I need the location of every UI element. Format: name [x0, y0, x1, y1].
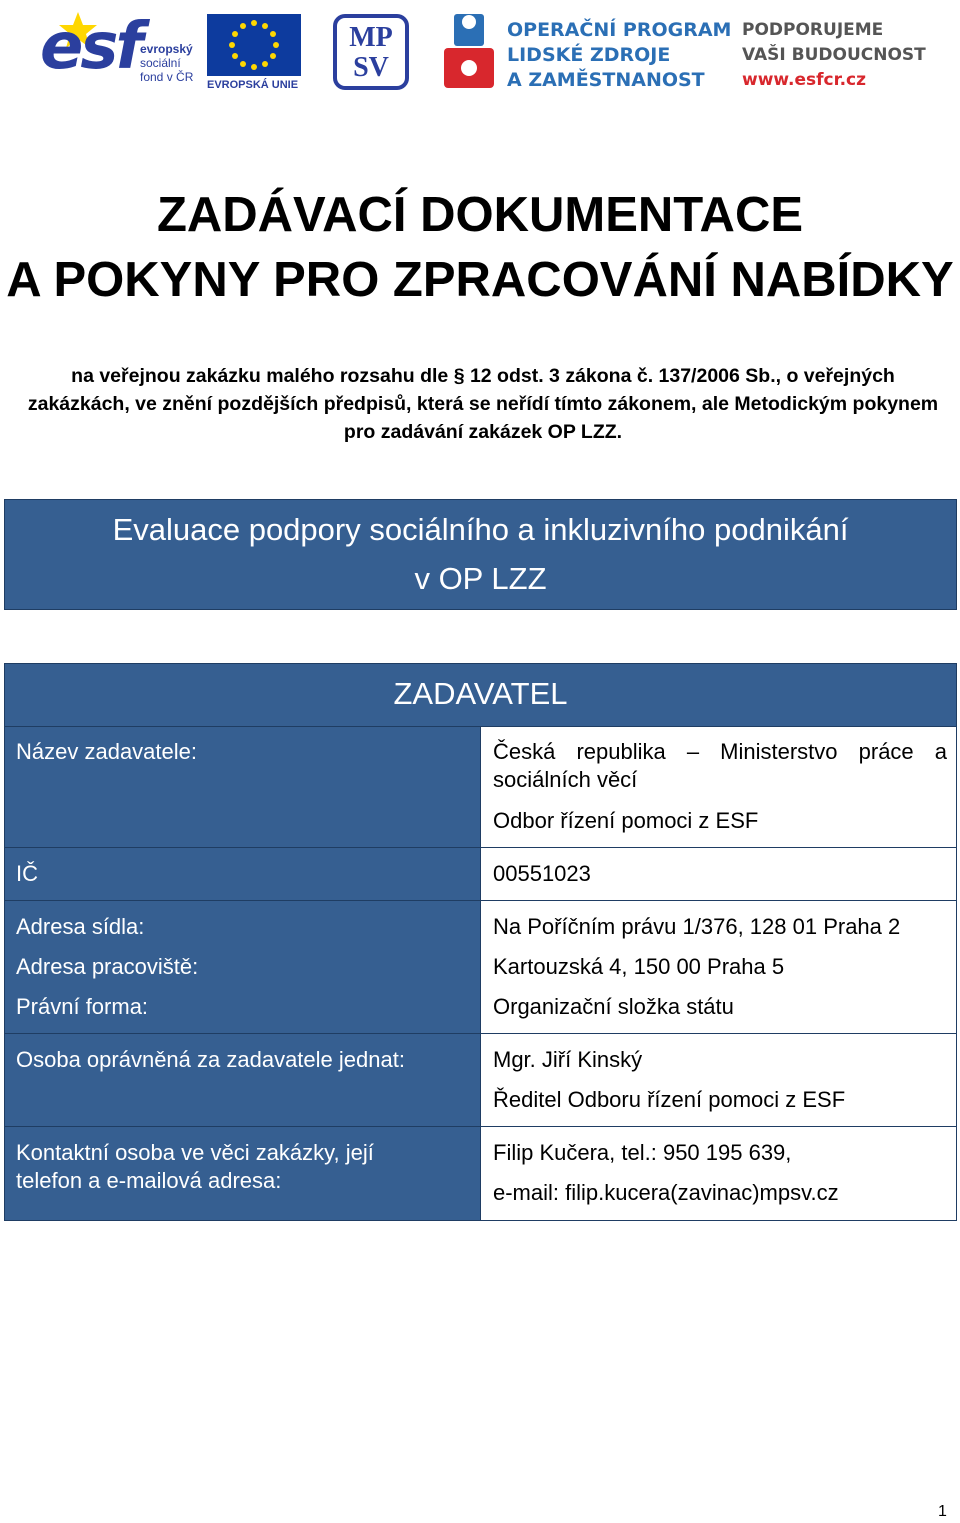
document-subtitle: na veřejnou zakázku malého rozsahu dle § 12 odst. 3 zákona č. 137/2006 Sb., o veřejných zakázkách, ve znění pozdějších předpisů, která se neřídí tímto zákonem, ale Metodickým pokynem pro zadávání zakázek OP LZZ.: [27, 365, 939, 443]
table-header-label: ZADAVATEL: [393, 676, 568, 711]
row-divider: [5, 1126, 956, 1127]
row-divider: [5, 847, 956, 848]
name-label: Název zadavatele:: [16, 739, 197, 764]
op-lzz-logo-text: OPERAČNÍ PROGRAM LIDSKÉ ZDROJE A ZAMĚSTNANOST: [507, 19, 732, 91]
workplace-label: Adresa pracoviště:: [16, 954, 199, 979]
name-department: Odbor řízení pomoci z ESF: [493, 808, 759, 833]
authorized-person-role: Ředitel Odboru řízení pomoci z ESF: [493, 1087, 846, 1112]
mpsv-logo: MP SV: [333, 14, 409, 90]
support-logo-text: PODPORUJEME VAŠI BUDOUCNOST www.esfcr.cz: [742, 18, 926, 93]
support-url: www.esfcr.cz: [742, 70, 866, 90]
ic-label: IČ: [16, 861, 38, 886]
authorized-person-name: Mgr. Jiří Kinský: [493, 1047, 643, 1072]
document-title-line-2: A POKYNY PRO ZPRACOVÁNÍ NABÍDKY: [6, 253, 954, 307]
column-divider: [480, 726, 481, 1220]
legal-form-value: Organizační složka státu: [493, 994, 734, 1019]
contact-label-line-2: telefon a e-mailová adresa:: [16, 1168, 282, 1193]
contact-label-line-1: Kontaktní osoba ve věci zakázky, její: [16, 1140, 374, 1165]
project-banner: [4, 499, 957, 610]
eu-flag-icon: [207, 14, 301, 76]
row-divider: [5, 1033, 956, 1034]
esf-mark: esf: [40, 10, 141, 84]
workplace-value: Kartouzská 4, 150 00 Praha 5: [493, 954, 785, 979]
legal-form-label: Právní forma:: [16, 994, 149, 1019]
address-label: Adresa sídla:: [16, 914, 145, 939]
esf-caption: evropský sociální fond v ČR: [140, 42, 194, 84]
authorized-person-label: Osoba oprávněná za zadavatele jednat:: [16, 1047, 405, 1072]
puzzle-figure-icon: [440, 12, 498, 92]
eu-label: EVROPSKÁ UNIE: [207, 79, 299, 91]
project-title-line-2: v OP LZZ: [414, 561, 547, 596]
page-number: 1: [938, 1503, 947, 1520]
logo-bar: [0, 0, 960, 110]
document-title-line-1: ZADÁVACÍ DOKUMENTACE: [156, 188, 804, 242]
row-divider: [5, 900, 956, 901]
contracting-authority-table: [4, 663, 957, 1221]
contact-phone: Filip Kučera, tel.: 950 195 639,: [493, 1140, 792, 1165]
row-divider: [5, 726, 956, 727]
name-value: Česká republika – Ministerstvo práce a sociálních věcí: [493, 739, 947, 792]
address-value: Na Poříčním právu 1/376, 128 01 Praha 2: [493, 914, 901, 939]
contact-email: e-mail: filip.kucera(zavinac)mpsv.cz: [493, 1180, 839, 1205]
ic-value: 00551023: [493, 861, 591, 886]
project-title-line-1: Evaluace podpory sociálního a inkluzivního podnikání: [112, 512, 849, 547]
table-header: [5, 664, 956, 726]
